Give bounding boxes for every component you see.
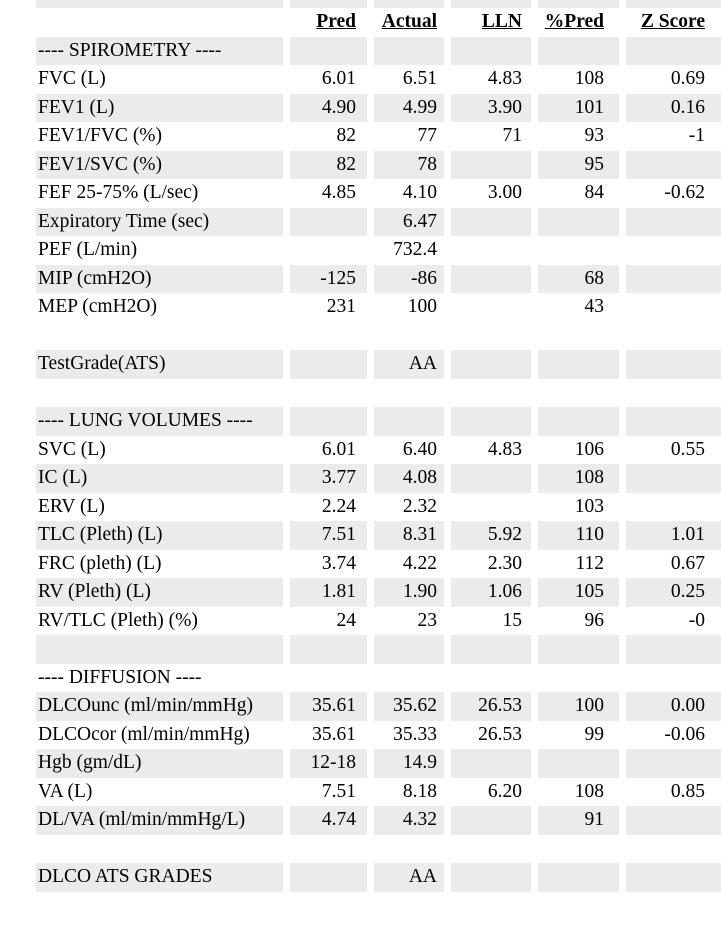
param-label: FEF 25-75% (L/sec): [38, 182, 199, 204]
pred-value: [283, 863, 367, 892]
empty-cell: [619, 635, 721, 664]
pred-value: 24: [283, 607, 367, 636]
column-header-lln: LLN: [481, 11, 522, 33]
column-header-zscore: Z Score: [640, 11, 705, 33]
empty-cell: [283, 37, 367, 66]
pred-value: -125: [283, 265, 367, 294]
pred-value: [283, 350, 367, 379]
actual-value: 77: [367, 122, 444, 151]
pft-report: [36, 0, 721, 892]
table-row: [36, 436, 721, 465]
pred-value: 12-18: [283, 749, 367, 778]
empty-cell: [283, 0, 367, 8]
table-row: [36, 464, 721, 493]
pctpred-value: [531, 236, 619, 265]
table-row: [36, 208, 721, 237]
pctpred-value: [531, 208, 619, 237]
table-row: [36, 265, 721, 294]
actual-value: AA: [367, 350, 444, 379]
param-label: DLCOunc (ml/min/mmHg): [36, 692, 283, 721]
empty-cell: [283, 379, 367, 408]
lln-value: 26.53: [444, 721, 531, 750]
param-label: FEV1/SVC (%): [36, 151, 283, 180]
param-label: Expiratory Time (sec): [36, 208, 283, 237]
pctpred-value: 96: [531, 607, 619, 636]
pred-value: 7.51: [283, 521, 367, 550]
column-header-cell: [283, 8, 367, 37]
empty-cell: [367, 0, 444, 8]
section-title: ---- LUNG VOLUMES ----: [36, 407, 283, 436]
param-label: PEF (L/min): [38, 239, 138, 261]
lln-value: 5.92: [444, 521, 531, 550]
table-row: [36, 65, 721, 94]
lln-value: [444, 749, 531, 778]
table-row: [36, 721, 721, 750]
table-row: [36, 749, 721, 778]
param-label: MEP (cmH2O): [38, 296, 157, 318]
table-row: [36, 778, 721, 807]
empty-cell: [531, 322, 619, 351]
column-header-row: [36, 8, 721, 37]
lln-value: [444, 806, 531, 835]
zscore-value: [619, 236, 721, 265]
pctpred-value: 84: [531, 179, 619, 208]
pctpred-value: 106: [531, 436, 619, 465]
actual-value: 2.32: [367, 493, 444, 522]
empty-cell: [531, 379, 619, 408]
pft-results-table: [36, 0, 721, 892]
pctpred-value: 108: [531, 778, 619, 807]
lln-value: 3.00: [444, 179, 531, 208]
empty-cell: [36, 322, 283, 351]
empty-cell: [283, 322, 367, 351]
param-label: FEV1 (L): [36, 94, 283, 123]
pctpred-value: 68: [531, 265, 619, 294]
actual-value: 100: [367, 293, 444, 322]
column-header-cell: [367, 8, 444, 37]
lln-value: [444, 293, 531, 322]
lln-value: 26.53: [444, 692, 531, 721]
empty-cell: [36, 635, 283, 664]
actual-value: 35.33: [367, 721, 444, 750]
spacer-row: [36, 635, 721, 664]
empty-cell: [531, 37, 619, 66]
pctpred-value: 110: [531, 521, 619, 550]
empty-cell: [444, 407, 531, 436]
pred-value: 4.74: [283, 806, 367, 835]
pctpred-value: 99: [531, 721, 619, 750]
pctpred-value: 108: [531, 464, 619, 493]
lln-value: 2.30: [444, 550, 531, 579]
zscore-value: 0.00: [619, 692, 721, 721]
lln-value: [444, 208, 531, 237]
lln-value: [444, 236, 531, 265]
pctpred-value: 101: [531, 94, 619, 123]
pctpred-value: 103: [531, 493, 619, 522]
pctpred-value: [531, 749, 619, 778]
pctpred-value: [531, 350, 619, 379]
zscore-value: [619, 464, 721, 493]
zscore-value: [619, 208, 721, 237]
zscore-value: 0.55: [619, 436, 721, 465]
lln-value: [444, 350, 531, 379]
pred-value: 2.24: [283, 493, 367, 522]
table-row: [36, 863, 721, 892]
section-header-row: [36, 664, 721, 693]
pred-value: 4.90: [283, 94, 367, 123]
partial-row: [36, 0, 721, 8]
zscore-value: [619, 350, 721, 379]
empty-cell: [531, 0, 619, 8]
empty-cell: [619, 835, 721, 864]
actual-value: 4.08: [367, 464, 444, 493]
empty-cell: [444, 322, 531, 351]
pred-value: [283, 236, 367, 265]
param-label: DL/VA (ml/min/mmHg/L): [36, 806, 283, 835]
zscore-value: 0.67: [619, 550, 721, 579]
column-header-actual: Actual: [381, 11, 437, 33]
lln-value: 15: [444, 607, 531, 636]
pred-value: 3.77: [283, 464, 367, 493]
zscore-value: [619, 863, 721, 892]
actual-value: 4.99: [367, 94, 444, 123]
pctpred-value: 112: [531, 550, 619, 579]
empty-cell: [444, 664, 531, 693]
pred-value: 231: [283, 293, 367, 322]
empty-cell: [444, 635, 531, 664]
actual-value: 23: [367, 607, 444, 636]
section-header-row: [36, 407, 721, 436]
zscore-value: -0.06: [619, 721, 721, 750]
table-row: [36, 493, 721, 522]
table-row: [36, 179, 721, 208]
actual-value: 6.51: [367, 65, 444, 94]
pft-table-body: [36, 0, 721, 892]
lln-value: [444, 265, 531, 294]
table-row: [36, 350, 721, 379]
empty-cell: [36, 0, 283, 8]
pctpred-value: 93: [531, 122, 619, 151]
empty-cell: [36, 379, 283, 408]
actual-value: 8.18: [367, 778, 444, 807]
empty-cell: [531, 835, 619, 864]
param-label: FVC (L): [38, 68, 106, 90]
actual-value: 6.40: [367, 436, 444, 465]
table-row: [36, 550, 721, 579]
empty-cell: [531, 407, 619, 436]
zscore-value: [619, 806, 721, 835]
table-row: [36, 293, 721, 322]
zscore-value: [619, 293, 721, 322]
empty-cell: [283, 407, 367, 436]
pctpred-value: 105: [531, 578, 619, 607]
column-header-cell: [619, 8, 721, 37]
zscore-value: -0: [619, 607, 721, 636]
actual-value: 78: [367, 151, 444, 180]
zscore-value: [619, 265, 721, 294]
lln-value: 71: [444, 122, 531, 151]
pred-value: [283, 208, 367, 237]
empty-cell: [367, 407, 444, 436]
empty-cell: [283, 664, 367, 693]
actual-value: AA: [367, 863, 444, 892]
zscore-value: -1: [619, 122, 721, 151]
param-label: RV (Pleth) (L): [36, 578, 283, 607]
empty-cell: [619, 0, 721, 8]
spacer-row: [36, 322, 721, 351]
lln-value: 4.83: [444, 65, 531, 94]
pred-value: 35.61: [283, 692, 367, 721]
pred-value: 3.74: [283, 550, 367, 579]
table-row: [36, 607, 721, 636]
actual-value: 6.47: [367, 208, 444, 237]
actual-value: 4.22: [367, 550, 444, 579]
actual-value: -86: [367, 265, 444, 294]
table-row: [36, 94, 721, 123]
empty-cell: [444, 37, 531, 66]
empty-cell: [367, 37, 444, 66]
param-label: FRC (pleth) (L): [38, 552, 162, 574]
param-label: ERV (L): [38, 495, 105, 517]
table-row: [36, 578, 721, 607]
section-title: ---- SPIROMETRY ----: [36, 37, 283, 66]
zscore-value: 0.69: [619, 65, 721, 94]
lln-value: [444, 493, 531, 522]
param-label: TestGrade(ATS): [36, 350, 283, 379]
empty-cell: [444, 379, 531, 408]
param-label: IC (L): [36, 464, 283, 493]
pctpred-value: 91: [531, 806, 619, 835]
empty-cell: [36, 835, 283, 864]
empty-cell: [619, 322, 721, 351]
lln-value: 4.83: [444, 436, 531, 465]
pred-value: 82: [283, 151, 367, 180]
actual-value: 4.10: [367, 179, 444, 208]
lln-value: [444, 151, 531, 180]
zscore-value: 0.16: [619, 94, 721, 123]
zscore-value: [619, 749, 721, 778]
column-header-pctpred: %Pred: [544, 11, 604, 33]
zscore-value: 0.85: [619, 778, 721, 807]
empty-cell: [367, 635, 444, 664]
param-label: DLCO ATS GRADES: [36, 863, 283, 892]
param-label: TLC (Pleth) (L): [36, 521, 283, 550]
table-row: [36, 521, 721, 550]
pctpred-value: 108: [531, 65, 619, 94]
pred-value: 6.01: [283, 65, 367, 94]
empty-cell: [367, 379, 444, 408]
pred-value: 82: [283, 122, 367, 151]
empty-cell: [531, 664, 619, 693]
param-label: SVC (L): [38, 438, 106, 460]
actual-value: 35.62: [367, 692, 444, 721]
spacer-row: [36, 835, 721, 864]
pctpred-value: 43: [531, 293, 619, 322]
zscore-value: 0.25: [619, 578, 721, 607]
pred-value: 35.61: [283, 721, 367, 750]
empty-cell: [619, 379, 721, 408]
empty-cell: [367, 835, 444, 864]
empty-cell: [283, 635, 367, 664]
zscore-value: -0.62: [619, 179, 721, 208]
empty-cell: [36, 8, 283, 37]
empty-cell: [531, 635, 619, 664]
pctpred-value: [531, 863, 619, 892]
empty-cell: [444, 0, 531, 8]
section-header-row: [36, 37, 721, 66]
table-row: [36, 236, 721, 265]
empty-cell: [367, 322, 444, 351]
pctpred-value: 95: [531, 151, 619, 180]
actual-value: 4.32: [367, 806, 444, 835]
actual-value: 1.90: [367, 578, 444, 607]
lln-value: [444, 464, 531, 493]
empty-cell: [367, 664, 444, 693]
zscore-value: [619, 493, 721, 522]
zscore-value: [619, 151, 721, 180]
pred-value: 1.81: [283, 578, 367, 607]
lln-value: 3.90: [444, 94, 531, 123]
empty-cell: [619, 37, 721, 66]
table-row: [36, 806, 721, 835]
table-row: [36, 151, 721, 180]
spacer-row: [36, 379, 721, 408]
param-label: MIP (cmH2O): [36, 265, 283, 294]
pred-value: 6.01: [283, 436, 367, 465]
empty-cell: [444, 835, 531, 864]
pctpred-value: 100: [531, 692, 619, 721]
column-header-cell: [444, 8, 531, 37]
param-label: Hgb (gm/dL): [36, 749, 283, 778]
empty-cell: [283, 835, 367, 864]
empty-cell: [619, 407, 721, 436]
param-label: FEV1/FVC (%): [38, 125, 163, 147]
column-header-cell: [531, 8, 619, 37]
empty-cell: [619, 664, 721, 693]
column-header-pred: Pred: [316, 11, 356, 33]
actual-value: 14.9: [367, 749, 444, 778]
lln-value: [444, 863, 531, 892]
lln-value: 1.06: [444, 578, 531, 607]
zscore-value: 1.01: [619, 521, 721, 550]
actual-value: 8.31: [367, 521, 444, 550]
table-row: [36, 122, 721, 151]
actual-value: 732.4: [367, 236, 444, 265]
param-label: DLCOcor (ml/min/mmHg): [38, 723, 250, 745]
section-title: ---- DIFFUSION ----: [38, 666, 202, 688]
pred-value: 4.85: [283, 179, 367, 208]
table-row: [36, 692, 721, 721]
lln-value: 6.20: [444, 778, 531, 807]
param-label: VA (L): [38, 780, 93, 802]
pred-value: 7.51: [283, 778, 367, 807]
param-label: RV/TLC (Pleth) (%): [38, 609, 198, 631]
